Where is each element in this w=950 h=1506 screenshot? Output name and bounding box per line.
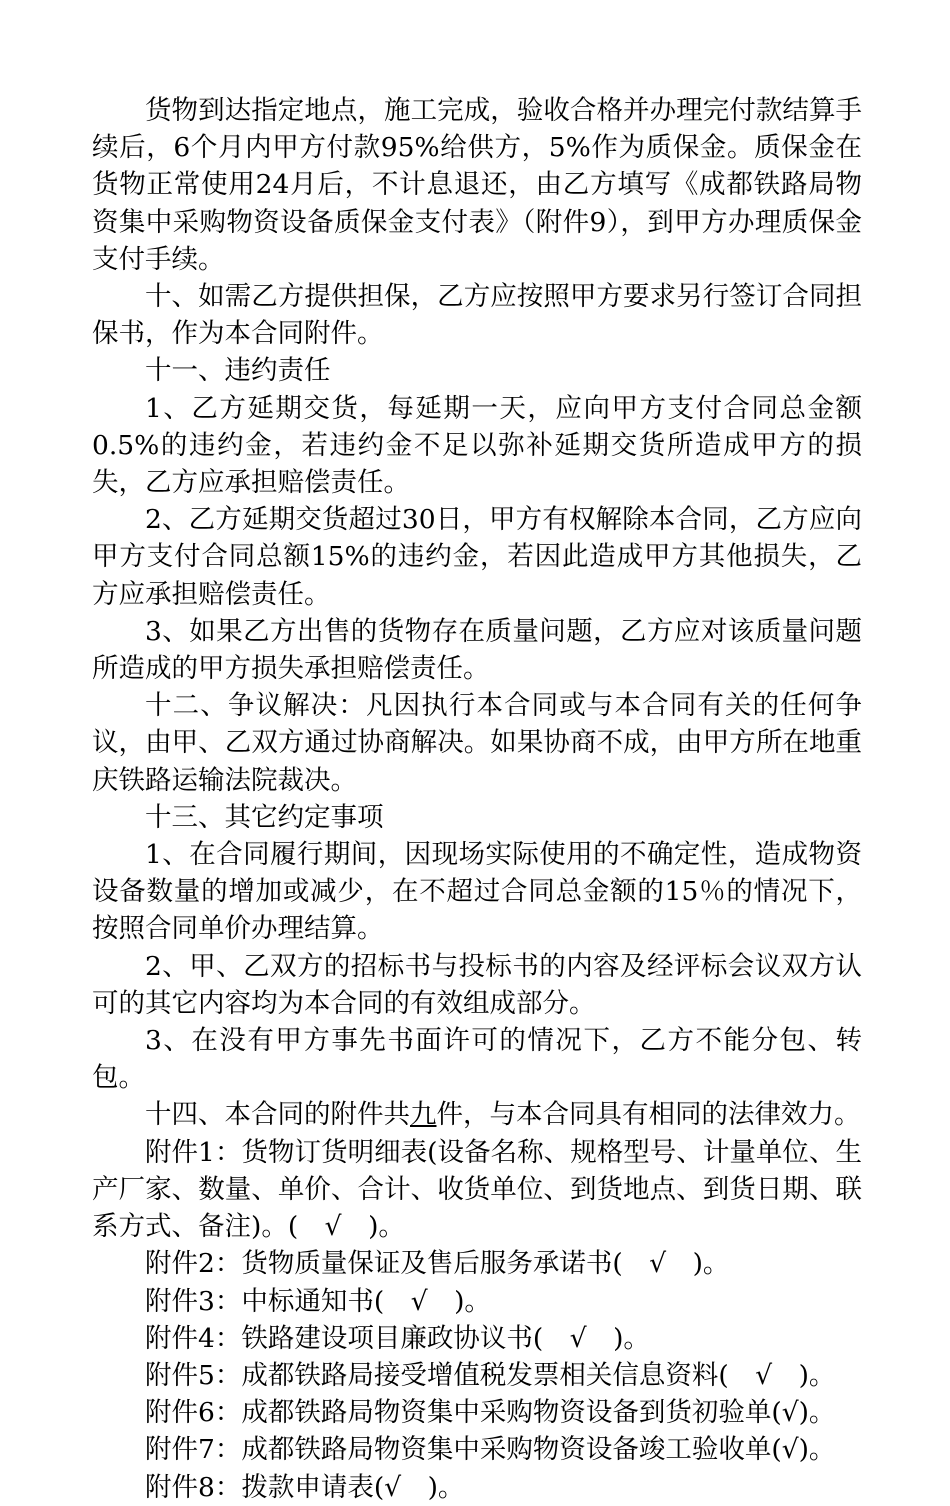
paragraph-breach-2: 2、乙方延期交货超过30日，甲方有权解除本合同，乙方应向甲方支付合同总额15%的违约金，若因此造成甲方其他损失，乙方应承担赔偿责任。 bbox=[92, 504, 862, 610]
attachment-1: 附件1：货物订货明细表(设备名称、规格型号、计量单位、生产厂家、数量、单价、合计、收货单位、到货地点、到货日期、联系方式、备注)。( √ )。 bbox=[92, 1136, 862, 1243]
attachment-3: 附件3：中标通知书( √ )。 bbox=[145, 1285, 491, 1317]
attachment-6: 附件6：成都铁路局物资集中采购物资设备到货初验单(√)。 bbox=[145, 1397, 836, 1429]
paragraph-attachments-count bbox=[92, 1096, 862, 1133]
heading-other-matters: 十三、其它约定事项 bbox=[145, 801, 384, 833]
paragraph-breach-3: 3、如果乙方出售的货物存在质量问题，乙方应对该质量问题所造成的甲方损失承担赔偿责任。 bbox=[92, 615, 862, 685]
document-page bbox=[92, 92, 862, 1506]
paragraph-breach-1: 1、乙方延期交货，每延期一天，应向甲方支付合同总金额0.5%的违约金，若违约金不足以弥补延期交货所造成甲方的损失，乙方应承担赔偿责任。 bbox=[92, 392, 862, 499]
attachment-4: 附件4：铁路建设项目廉政协议书( √ )。 bbox=[145, 1322, 650, 1354]
paragraph-guarantee: 十、如需乙方提供担保，乙方应按照甲方要求另行签订合同担保书，作为本合同附件。 bbox=[92, 281, 862, 350]
attachment-8: 附件8：拨款申请表(√ )。 bbox=[145, 1471, 465, 1503]
heading-breach-liability: 十一、违约责任 bbox=[145, 355, 331, 387]
attachments-count-number: 九 bbox=[410, 1099, 437, 1131]
paragraph-other-1: 1、在合同履行期间，因现场实际使用的不确定性，造成物资设备数量的增加或减少，在不超过合同总金额的15％的情况下，按照合同单价办理结算。 bbox=[92, 839, 862, 945]
paragraph-other-3: 3、在没有甲方事先书面许可的情况下，乙方不能分包、转包。 bbox=[92, 1025, 862, 1094]
attachments-count-before: 十四、本合同的附件共 bbox=[145, 1099, 410, 1131]
paragraph-other-2: 2、甲、乙双方的招标书与投标书的内容及经评标会议双方认可的其它内容均为本合同的有效组成部分。 bbox=[92, 950, 862, 1019]
paragraph-dispute-resolution: 十二、争议解决：凡因执行本合同或与本合同有关的任何争议，由甲、乙双方通过协商解决。如果协商不成，由甲方所在地重庆铁路运输法院裁决。 bbox=[92, 690, 862, 796]
paragraph-payment-terms: 货物到达指定地点，施工完成，验收合格并办理完付款结算手续后，6个月内甲方付款95%给供方，5%作为质保金。质保金在货物正常使用24月后，不计息退还，由乙方填写《成都铁路局物资集中采购物资设备质保金支付表》（附件9），到甲方办理质保金支付手续。 bbox=[92, 95, 862, 275]
attachment-7: 附件7：成都铁路局物资集中采购物资设备竣工验收单(√)。 bbox=[145, 1434, 836, 1466]
attachment-2: 附件2：货物质量保证及售后服务承诺书( √ )。 bbox=[145, 1248, 730, 1280]
attachment-5: 附件5：成都铁路局接受增值税发票相关信息资料( √ )。 bbox=[145, 1359, 836, 1391]
attachments-count-after: 件，与本合同具有相同的法律效力。 bbox=[436, 1099, 861, 1131]
